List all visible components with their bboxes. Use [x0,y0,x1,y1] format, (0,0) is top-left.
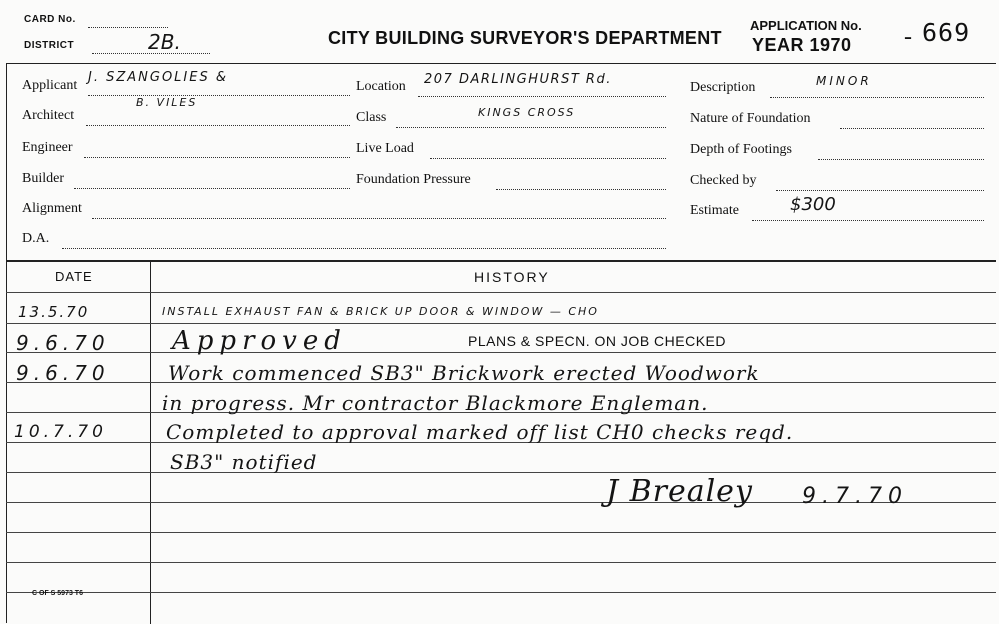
card-no-label: CARD No. [24,14,76,25]
district-label: DISTRICT [24,40,75,51]
left-border [6,63,7,623]
stamp-plans-checked: PLANS & SPECN. ON JOB CHECKED [468,333,727,349]
description-label: Description [690,80,756,95]
form-code: C OF S 5973 T6 [32,590,83,597]
history-header-line [6,292,996,293]
ruled-row [6,472,996,473]
department-title: CITY BUILDING SURVEYOR'S DEPARTMENT [328,28,722,48]
history-date-5: 10.7.70 [14,422,107,442]
location-value: 207 DARLINGHURST Rd. [424,72,612,87]
description-line [770,97,984,98]
nature-foundation-line [840,128,984,129]
estimate-label: Estimate [690,203,739,218]
location-label: Location [356,79,406,94]
application-dash: - [904,24,912,50]
foundation-pressure-line [496,189,666,190]
district-value: 2B. [148,30,181,54]
history-date-2: 9.6.70 [16,331,110,355]
builder-line [74,188,350,189]
fields-bottom-border [6,260,996,262]
foundation-pressure-label: Foundation Pressure [356,172,471,187]
checked-by-label: Checked by [690,173,757,188]
year-label: YEAR 1970 [752,35,852,55]
da-line [62,248,666,249]
ruled-row [6,352,996,353]
builder-label: Builder [22,171,64,186]
fields-top-border [6,63,996,64]
history-text-3: Work commenced SB3" Brickwork erected Woodwork [168,361,760,385]
class-line [396,127,666,128]
history-text-4: in progress. Mr contractor Blackmore Engleman. [162,391,709,415]
checked-by-line [776,190,984,191]
description-value: MINOR [816,74,872,88]
card-no-line [88,27,168,28]
engineer-label: Engineer [22,140,73,155]
estimate-line [752,220,984,221]
signature-date: 9.7.70 [802,484,908,509]
da-label: D.A. [22,231,50,246]
nature-foundation-label: Nature of Foundation [690,111,811,126]
live-load-line [430,158,666,159]
estimate-value: $300 [790,194,836,215]
application-number: 669 [922,18,971,47]
class-value: KINGS CROSS [478,106,576,119]
architect-label: Architect [22,108,75,123]
live-load-label: Live Load [356,141,414,156]
depth-footings-label: Depth of Footings [690,142,792,157]
history-text-1: INSTALL EXHAUST FAN & BRICK UP DOOR & WINDOW — CHO [162,305,599,318]
depth-footings-line [818,159,984,160]
history-header: HISTORY [474,269,550,285]
date-header: DATE [55,269,93,284]
applicant-label: Applicant [22,78,78,93]
applicant-line [88,95,350,96]
history-date-1: 13.5.70 [18,303,90,321]
history-text-5: Completed to approval marked off list CH0 checks reqd. [166,420,794,444]
alignment-label: Alignment [22,201,82,216]
location-line [418,96,666,97]
ruled-row [6,323,996,324]
ruled-row [6,562,996,563]
ruled-row [6,532,996,533]
architect-line [86,125,350,126]
class-label: Class [356,110,387,125]
applicant-value-2: B. VILES [136,96,198,109]
application-label: APPLICATION No. [750,18,862,33]
signature: J Brealey [606,474,753,509]
history-text-6: SB3" notified [170,450,318,474]
ruled-row [6,592,996,593]
history-text-2: Approved [172,326,347,356]
history-date-3: 9.6.70 [16,361,110,385]
alignment-line [92,218,666,219]
engineer-line [84,157,350,158]
date-column-divider [150,262,151,624]
applicant-value-1: J. SZANGOLIES & [88,70,228,85]
